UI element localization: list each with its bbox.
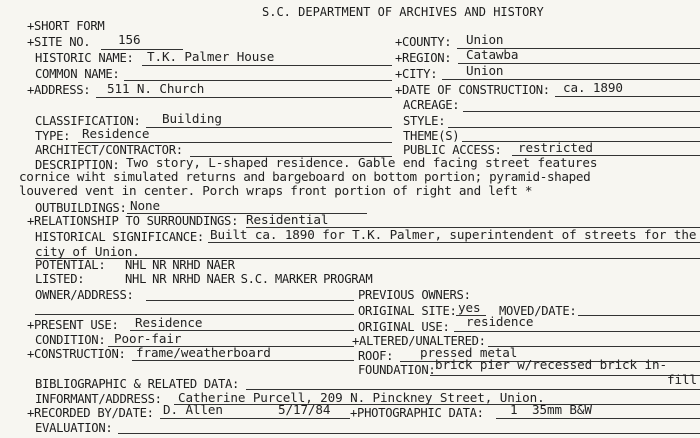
condition-value: Poor-fair <box>114 331 182 346</box>
original-use-line <box>454 331 700 332</box>
photographic-label: +PHOTOGRAPHIC DATA: <box>350 406 484 420</box>
potential-options: NHL NR NRHD NAER <box>125 258 235 272</box>
original-use-value: residence <box>466 314 534 329</box>
previous-owners-label: PREVIOUS OWNERS: <box>358 288 471 302</box>
historic-name-value: T.K. Palmer House <box>147 49 275 64</box>
region-label: +REGION: <box>395 51 452 65</box>
surroundings-value: Residential <box>246 212 329 227</box>
historic-name-label: HISTORIC NAME: <box>35 51 134 65</box>
address-value: 511 N. Church <box>107 81 205 96</box>
photographic-line <box>496 418 700 419</box>
address-label: +ADDRESS: <box>27 83 91 97</box>
significance-line-2: city of Union. <box>35 244 140 259</box>
potential-label: POTENTIAL: <box>35 258 106 272</box>
moved-date-line <box>578 315 700 316</box>
evaluation-line <box>118 433 700 434</box>
outbuildings-value: None <box>130 198 160 213</box>
historic-name-line <box>142 65 392 66</box>
address-line <box>96 97 392 98</box>
condition-label: CONDITION: <box>35 333 106 347</box>
owner-address-line <box>146 300 354 301</box>
recorded-by-name: D. Allen <box>163 402 223 417</box>
original-use-label: ORIGINAL USE: <box>358 320 450 334</box>
foundation-label: FOUNDATION: <box>358 363 436 377</box>
date-construction-line <box>555 96 700 97</box>
photographic-roll: 1 <box>510 402 518 417</box>
informant-value: Catherine Purcell, 209 N. Pinckney Street, Union. <box>178 390 545 405</box>
classification-value: Building <box>162 111 222 126</box>
bibliographic-label: BIBLIOGRAPHIC & RELATED DATA: <box>35 377 240 391</box>
style-line <box>448 127 700 128</box>
recorded-by-label: +RECORDED BY/DATE: <box>27 406 154 420</box>
form-title: S.C. DEPARTMENT OF ARCHIVES AND HISTORY <box>262 5 544 19</box>
common-name-label: COMMON NAME: <box>35 67 120 81</box>
informant-label: INFORMANT/ADDRESS: <box>35 392 162 406</box>
description-label: DESCRIPTION: <box>35 158 120 172</box>
description-line-1: Two story, L-shaped residence. Gable end facing street features <box>126 155 598 170</box>
region-value: Catawba <box>466 47 519 62</box>
foundation-line-1: brick pier w/recessed brick in- <box>435 357 667 372</box>
classification-label: CLASSIFICATION: <box>35 114 141 128</box>
classification-line <box>146 127 392 128</box>
date-construction-label: +DATE OF CONSTRUCTION: <box>395 83 550 97</box>
foundation-underline <box>430 375 700 376</box>
county-label: +COUNTY: <box>395 35 452 49</box>
foundation-line-2: fill <box>667 372 697 387</box>
city-value: Union <box>466 63 504 78</box>
significance-line-1: Built ca. 1890 for T.K. Palmer, superintendent of streets for the <box>210 227 697 242</box>
description-line-3: louvered vent in center. Porch wraps front portion of right and left * <box>19 183 533 198</box>
informant-line <box>174 404 700 405</box>
altered-label: +ALTERED/UNALTERED: <box>352 334 486 348</box>
county-value: Union <box>466 32 504 47</box>
theme-label: THEME(S) <box>403 129 460 143</box>
owner-address-label: OWNER/ADDRESS: <box>35 288 134 302</box>
evaluation-label: EVALUATION: <box>35 421 113 435</box>
construction-value: frame/weatherboard <box>136 345 271 360</box>
significance-underline-1 <box>208 242 700 243</box>
site-no-value: 156 <box>118 32 141 47</box>
type-value: Residence <box>82 126 150 141</box>
description-line-2: cornice wiht simulated returns and bargeboard on bottom portion; pyramid-shaped <box>19 169 591 184</box>
site-no-label: +SITE NO. <box>27 35 91 49</box>
city-label: +CITY: <box>395 67 438 81</box>
architect-label: ARCHITECT/CONTRACTOR: <box>35 143 183 157</box>
surroundings-label: +RELATIONSHIP TO SURROUNDINGS: <box>27 214 239 228</box>
listed-label: LISTED: <box>35 272 85 286</box>
type-label: TYPE: <box>35 129 71 143</box>
construction-label: +CONSTRUCTION: <box>27 347 126 361</box>
recorded-by-date: 5/17/84 <box>278 402 331 417</box>
public-access-value: restricted <box>518 140 593 155</box>
public-access-label: PUBLIC ACCESS: <box>403 143 502 157</box>
form-type-label: +SHORT FORM <box>27 19 105 33</box>
original-site-value: yes <box>458 300 481 315</box>
present-use-label: +PRESENT USE: <box>27 318 119 332</box>
photographic-format: 35mm B&W <box>532 402 592 417</box>
altered-line <box>488 346 700 347</box>
outbuildings-label: OUTBUILDINGS: <box>35 201 127 215</box>
present-use-value: Residence <box>135 315 203 330</box>
recorded-by-line <box>160 418 350 419</box>
moved-date-label: MOVED/DATE: <box>499 304 577 318</box>
acreage-label: ACREAGE: <box>403 98 460 112</box>
roof-value: pressed metal <box>420 345 518 360</box>
acreage-line <box>463 111 700 112</box>
roof-label: ROOF: <box>358 349 394 363</box>
significance-label: HISTORICAL SIGNIFICANCE: <box>35 230 204 244</box>
listed-options: NHL NR NRHD NAER S.C. MARKER PROGRAM <box>125 272 373 286</box>
construction-line <box>132 360 354 361</box>
date-construction-value: ca. 1890 <box>563 80 623 95</box>
original-site-label: ORIGINAL SITE: <box>358 304 457 318</box>
style-label: STYLE: <box>403 114 446 128</box>
